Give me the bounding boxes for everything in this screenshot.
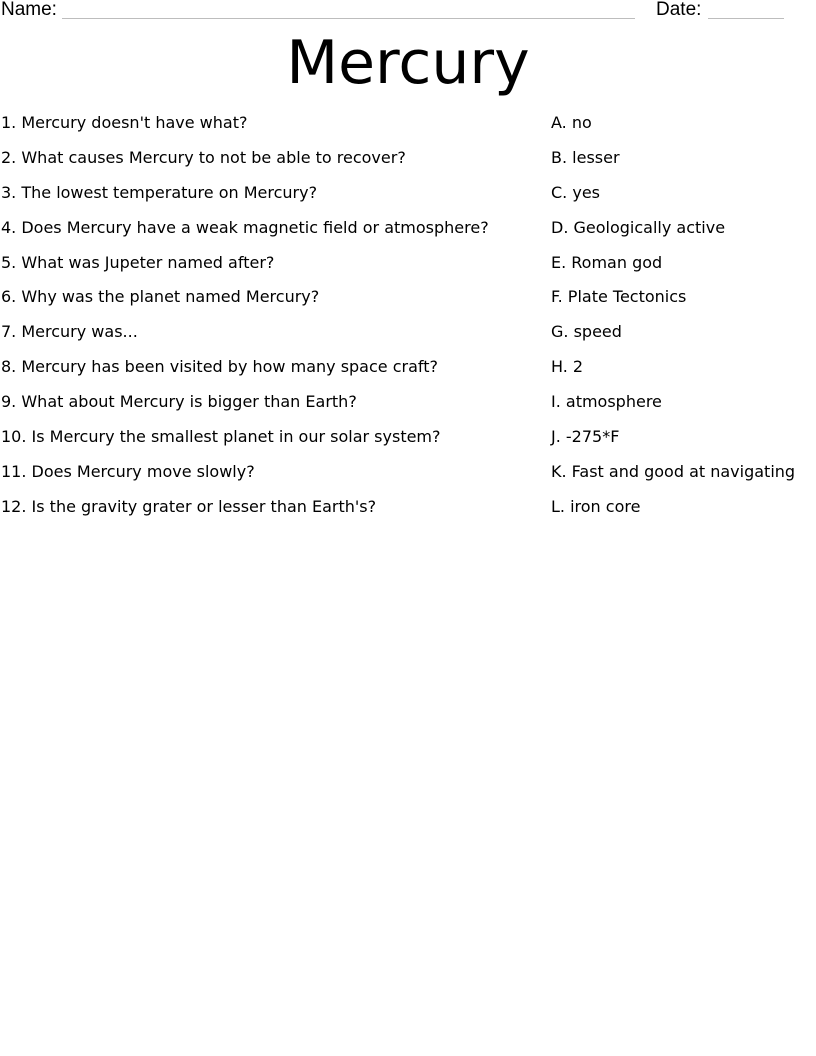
matching-row: [0, 279, 816, 314]
answer-text: F. Plate Tectonics: [551, 287, 687, 307]
matching-row: [0, 245, 816, 280]
matching-row: [0, 349, 816, 384]
question-text: 3. The lowest temperature on Mercury?: [1, 182, 318, 202]
answer-text: K. Fast and good at navigating: [551, 461, 796, 481]
date-blank-line: [708, 18, 784, 19]
matching-row: [0, 384, 816, 419]
worksheet-header: [0, 0, 816, 24]
matching-row: [0, 210, 816, 245]
answer-text: J. -275*F: [551, 427, 620, 447]
name-label: Name:: [1, 0, 57, 20]
answer-text: L. iron core: [551, 496, 641, 516]
question-text: 2. What causes Mercury to not be able to recover?: [1, 147, 406, 167]
page-title: Mercury: [286, 28, 530, 98]
question-text: 12. Is the gravity grater or lesser than Earth's?: [1, 496, 377, 516]
question-text: 8. Mercury has been visited by how many space craft?: [1, 357, 439, 377]
question-text: 9. What about Mercury is bigger than Earth?: [1, 392, 357, 412]
name-blank-line: [62, 18, 635, 19]
question-text: 5. What was Jupeter named after?: [1, 252, 275, 272]
matching-row: [0, 419, 816, 454]
answer-text: C. yes: [551, 182, 600, 202]
date-label: Date:: [656, 0, 702, 20]
matching-row: [0, 105, 816, 140]
question-text: 11. Does Mercury move slowly?: [1, 461, 255, 481]
question-text: 10. Is Mercury the smallest planet in our solar system?: [1, 427, 441, 447]
answer-text: G. speed: [551, 322, 622, 342]
answer-text: A. no: [551, 113, 592, 132]
matching-list: [0, 105, 816, 524]
question-text: 6. Why was the planet named Mercury?: [1, 287, 320, 307]
answer-text: H. 2: [551, 357, 584, 377]
question-text: 4. Does Mercury have a weak magnetic field or atmosphere?: [1, 217, 489, 237]
answer-text: B. lesser: [551, 147, 620, 167]
matching-row: [0, 489, 816, 524]
answer-text: E. Roman god: [551, 252, 663, 272]
answer-text: D. Geologically active: [551, 217, 726, 237]
matching-row: [0, 454, 816, 489]
matching-row: [0, 140, 816, 175]
question-text: 7. Mercury was...: [1, 322, 138, 342]
answer-text: I. atmosphere: [551, 392, 662, 412]
matching-row: [0, 314, 816, 349]
matching-row: [0, 175, 816, 210]
question-text: 1. Mercury doesn't have what?: [1, 113, 248, 132]
